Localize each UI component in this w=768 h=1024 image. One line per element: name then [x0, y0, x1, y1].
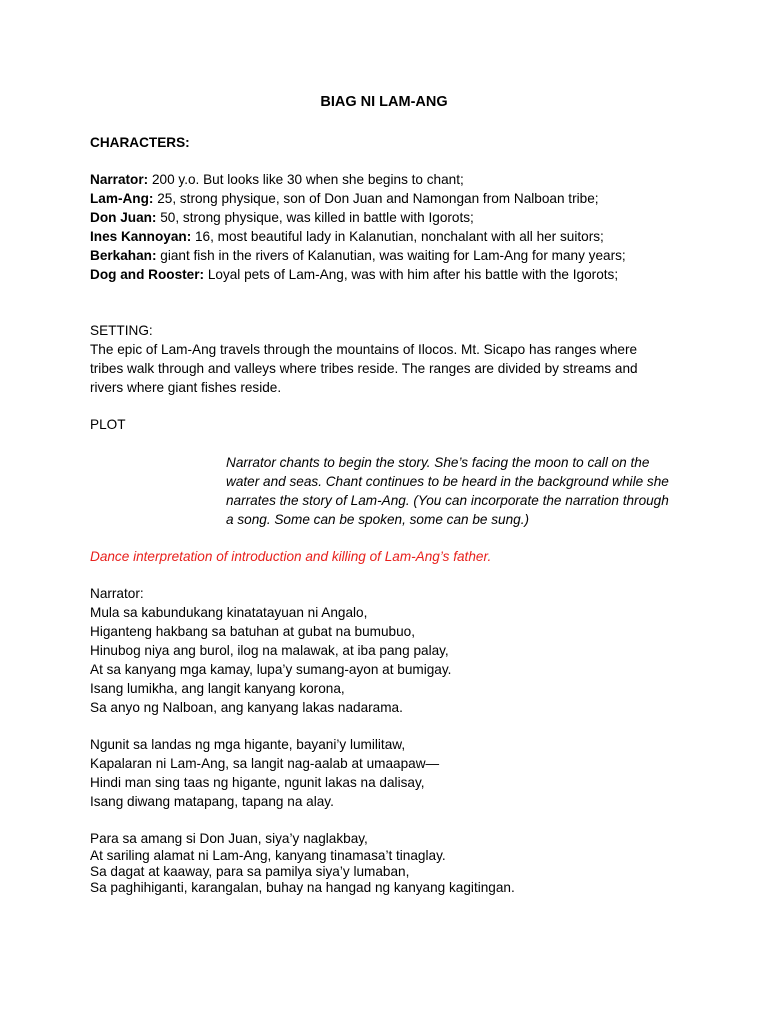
poem-line: Hinubog niya ang burol, ilog na malawak, at iba pang palay,	[90, 643, 449, 658]
poem-line: Ngunit sa landas ng mga higante, bayani’y lumilitaw,	[90, 737, 406, 752]
poem-line: Sa paghihiganti, karangalan, buhay na hangad ng kanyang kagitingan.	[90, 880, 515, 895]
setting-heading: SETTING:	[90, 323, 153, 338]
poem-line: Sa dagat at kaaway, para sa pamilya siya’y lumaban,	[90, 864, 410, 879]
poem-line: Mula sa kabundukang kinatatayuan ni Angalo,	[90, 605, 368, 620]
setting-line: The epic of Lam-Ang travels through the mountains of Ilocos. Mt. Sicapo has ranges where	[90, 342, 638, 357]
stage-direction-line: Narrator chants to begin the story. She’s facing the moon to call on the	[226, 455, 650, 470]
poem-line: Higanteng hakbang sa batuhan at gubat na bumubuo,	[90, 624, 416, 639]
narrator-label: Narrator:	[90, 586, 144, 601]
poem-line: Sa anyo ng Nalboan, ang kanyang lakas nadarama.	[90, 700, 403, 715]
stage-direction-line: narrates the story of Lam-Ang. (You can incorporate the narration through	[226, 493, 669, 508]
character-desc: 16, most beautiful lady in Kalanutian, nonchalant with all her suitors;	[191, 229, 604, 244]
poem-line: At sa kanyang mga kamay, lupa’y sumang-ayon at bumigay.	[90, 662, 452, 677]
character-name: Don Juan:	[90, 210, 157, 225]
character-name: Berkahan:	[90, 248, 157, 263]
character-line	[90, 265, 618, 284]
characters-heading: CHARACTERS:	[90, 135, 190, 150]
character-desc: Loyal pets of Lam-Ang, was with him after his battle with the Igorots;	[204, 267, 619, 282]
character-desc: 200 y.o. But looks like 30 when she begins to chant;	[148, 172, 464, 187]
setting-line: rivers where giant fishes reside.	[90, 380, 282, 395]
poem-line: Isang diwang matapang, tapang na alay.	[90, 794, 334, 809]
character-desc: 50, strong physique, was killed in battle with Igorots;	[156, 210, 474, 225]
poem-line: At sariling alamat ni Lam-Ang, kanyang tinamasa’t tinaglay.	[90, 848, 446, 863]
character-name: Dog and Rooster:	[90, 267, 205, 282]
poem-line: Kapalaran ni Lam-Ang, sa langit nag-aalab at umaapaw—	[90, 756, 440, 771]
character-name: Narrator:	[90, 172, 149, 187]
character-line	[90, 208, 474, 227]
poem-line: Hindi man sing taas ng higante, ngunit lakas na dalisay,	[90, 775, 425, 790]
plot-heading: PLOT	[90, 417, 126, 432]
character-name: Lam-Ang:	[90, 191, 154, 206]
character-line	[90, 189, 599, 208]
dance-note: Dance interpretation of introduction and killing of Lam-Ang’s father.	[90, 549, 492, 564]
character-line	[90, 170, 464, 189]
stage-direction-line: a song. Some can be spoken, some can be sung.)	[226, 512, 530, 527]
character-desc: 25, strong physique, son of Don Juan and Namongan from Nalboan tribe;	[153, 191, 599, 206]
character-line	[90, 227, 604, 246]
stage-direction-line: water and seas. Chant continues to be heard in the background while she	[226, 474, 669, 489]
setting-line: tribes walk through and valleys where tribes reside. The ranges are divided by streams and	[90, 361, 638, 376]
poem-line: Isang lumikha, ang langit kanyang korona,	[90, 681, 345, 696]
poem-line: Para sa amang si Don Juan, siya’y naglakbay,	[90, 831, 368, 846]
document-title: BIAG NI LAM-ANG	[320, 94, 448, 110]
character-line	[90, 246, 626, 265]
character-desc: giant fish in the rivers of Kalanutian, was waiting for Lam-Ang for many years;	[156, 248, 626, 263]
character-name: Ines Kannoyan:	[90, 229, 192, 244]
